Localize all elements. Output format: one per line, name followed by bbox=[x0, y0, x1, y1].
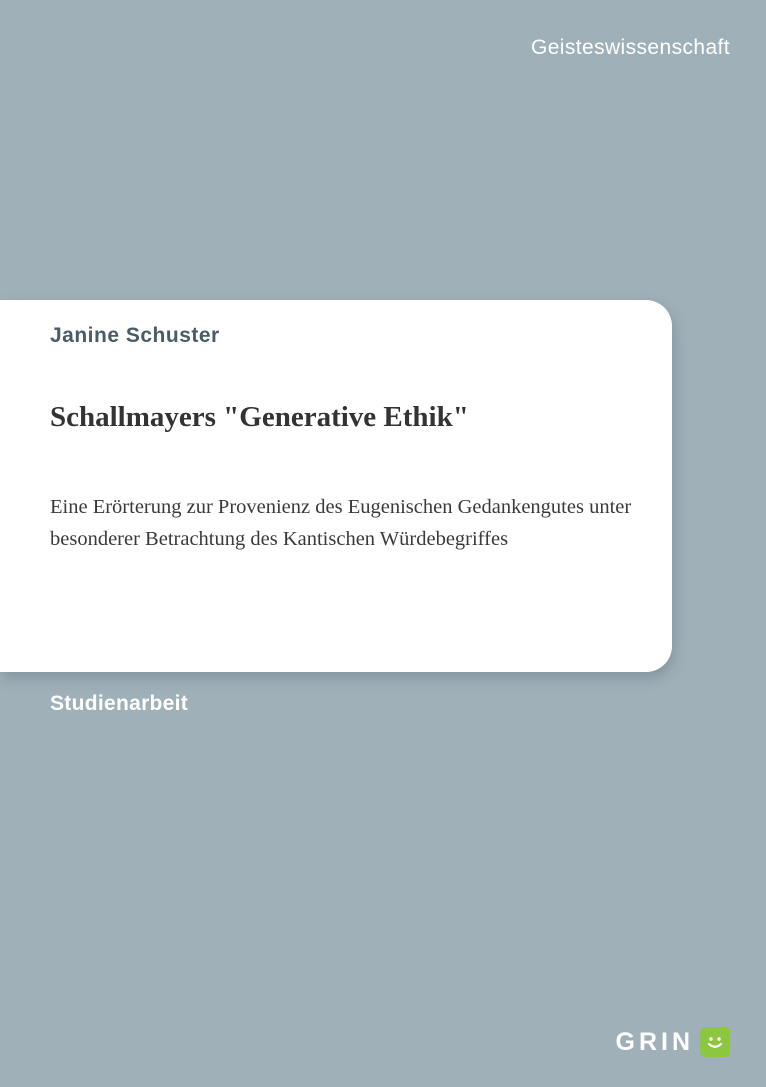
author-name: Janine Schuster bbox=[50, 324, 220, 347]
title-card bbox=[0, 300, 672, 672]
subtitle: Eine Erörterung zur Provenienz des Eugenischen Gedankengutes unter besonderer Betrachtung des Kantischen Würdebegriffes bbox=[50, 496, 632, 550]
smiley-icon bbox=[700, 1027, 730, 1057]
document-type-label: Studienarbeit bbox=[50, 692, 189, 715]
publisher-name: GRIN bbox=[615, 1027, 694, 1056]
discipline-label: Geisteswissenschaft bbox=[530, 36, 730, 59]
publisher-logo bbox=[616, 1025, 731, 1059]
page-title: Schallmayers "Generative Ethik" bbox=[50, 401, 469, 433]
